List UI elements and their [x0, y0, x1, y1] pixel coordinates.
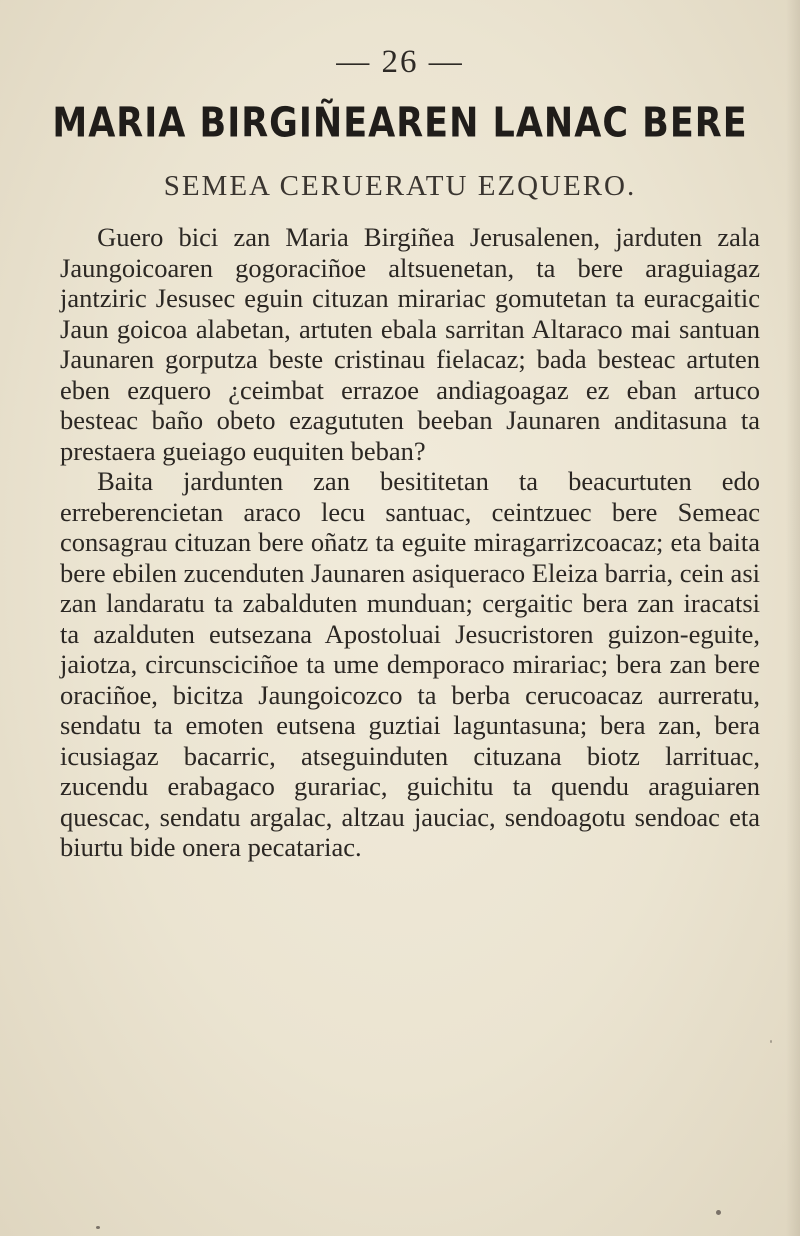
page-number: — 26 —: [336, 44, 464, 80]
body-text: [60, 222, 760, 863]
paper-speck: [96, 1226, 100, 1229]
chapter-title: MARIA BIRGIÑEAREN LANAC BERE: [52, 100, 748, 148]
chapter-subtitle: SEMEA CERUERATU EZQUERO.: [163, 170, 637, 202]
paper-speck: [716, 1210, 721, 1215]
paragraph-1: Guero bici zan Maria Birgiñea Jerusalenen, jarduten zala Jaungoicoaren gogoraciñoe altsuenetan, ta bere araguiagaz jantziric Jesusec eguin cituzan mirariac gomutetan ta euracgaitic Jaun goicoa alabetan, artuten ebala sarritan Altaraco mai santuan Jaunaren gorputza beste cristinau fielacaz; bada besteac artuten eben ezquero ¿ceimbat errazoe andiagoagaz ez eban artuco besteac baño obeto ezagututen beeban Jaunaren anditasuna ta prestaera gueiago euquiten beban?: [60, 222, 760, 466]
paper-speck: [770, 1040, 772, 1043]
paragraph-2: Baita jardunten zan besititetan ta beacurtuten edo erreberencietan araco lecu santuac, ceintzuec bere Semeac consagrau cituzan bere oñatz ta eguite miragarrizcoacaz; eta baita bere ebilen zucenduten Jaunaren asiqueraco Eleiza barria, cein asi zan landaratu ta zabalduten munduan; cergaitic bera zan iracatsi ta azalduten eutsezana Apostoluai Jesucristoren guizon-eguite, jaiotza, circunsciciñoe ta ume demporaco mirariac; bera zan bere oraciñoe, bicitza Jaungoicozco ta berba cerucoacaz aurreratu, sendatu ta emoten eutsena guztiai laguntasuna; bera zan, bera icusiagaz bacarric, atseguinduten cituzana biotz larrituac, zucendu erabagaco gurariac, guichitu ta quendu araguiaren quescac, sendatu argalac, altzau jauciac, sendoagotu sendoac eta biurtu bide onera pecatariac.: [60, 466, 760, 862]
